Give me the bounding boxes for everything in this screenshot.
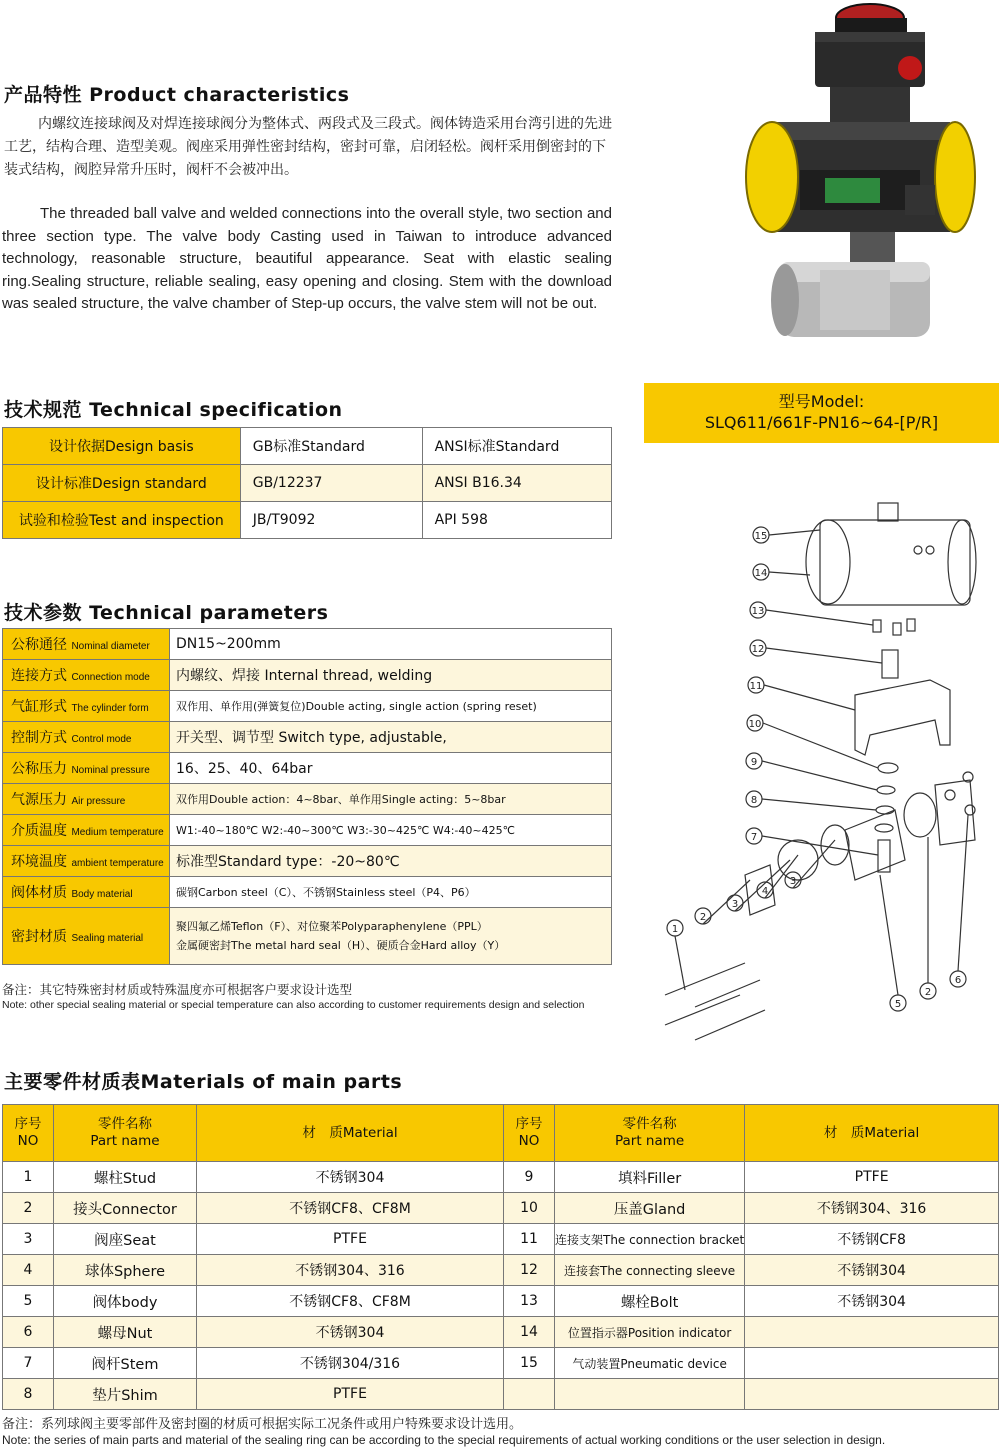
params-value: 开关型、调节型 Switch type, adjustable, xyxy=(170,722,612,753)
row-no: 7 xyxy=(3,1348,54,1379)
params-label xyxy=(3,722,170,753)
params-label-en: Sealing material xyxy=(71,933,144,944)
callout-12 xyxy=(750,640,882,663)
row-material: 不锈钢CF8 xyxy=(745,1224,999,1255)
params-row xyxy=(3,877,612,908)
callout-label: 2 xyxy=(699,912,707,923)
callout-label: 5 xyxy=(894,999,902,1010)
callout-label: 11 xyxy=(749,681,763,692)
params-label-cn: 密封材质 xyxy=(11,929,67,945)
header-no-cn: 序号 xyxy=(515,1116,543,1132)
row-material: 不锈钢CF8、CF8M xyxy=(197,1286,504,1317)
header-part-cn: 零件名称 xyxy=(98,1116,152,1132)
spec-label: 试验和检验Test and inspection xyxy=(3,502,241,539)
callout-label: 6 xyxy=(954,975,962,986)
callout-9 xyxy=(746,753,877,790)
header-material: 材 质Material xyxy=(745,1105,999,1162)
row-part: 填料Filler xyxy=(555,1162,745,1193)
callout-7 xyxy=(746,828,878,855)
callout-8 xyxy=(746,791,876,810)
header-part xyxy=(54,1105,197,1162)
params-value: DN15~200mm xyxy=(170,629,612,660)
params-row xyxy=(3,691,612,722)
params-row xyxy=(3,753,612,784)
row-part: 连接套The connecting sleeve xyxy=(555,1255,745,1286)
materials-header-row xyxy=(3,1105,999,1162)
exploded-diagram xyxy=(650,495,1000,1055)
params-label-cn: 气源压力 xyxy=(11,792,67,808)
row-part: 气动装置Pneumatic device xyxy=(555,1348,745,1379)
params-title: 技术参数 Technical parameters xyxy=(4,602,329,624)
materials-table xyxy=(2,1104,999,1410)
header-no xyxy=(3,1105,54,1162)
callout-2b xyxy=(920,837,936,999)
row-material: 不锈钢304/316 xyxy=(197,1348,504,1379)
params-value xyxy=(170,908,612,965)
params-value: 碳钢Carbon steel（C）、不锈钢Stainless steel（P4、P6） xyxy=(170,877,612,908)
params-table xyxy=(2,628,612,965)
header-part-cn: 零件名称 xyxy=(622,1116,677,1132)
params-label-cn: 环境温度 xyxy=(11,854,67,870)
materials-title: 主要零件材质表Materials of main parts xyxy=(4,1071,403,1093)
row-part: 阀杆Stem xyxy=(54,1348,197,1379)
params-label-cn: 控制方式 xyxy=(11,730,67,746)
callout-10 xyxy=(747,715,878,768)
header-no-cn: 序号 xyxy=(14,1116,42,1132)
materials-row xyxy=(3,1162,999,1193)
spec-row xyxy=(3,428,612,465)
header-part xyxy=(555,1105,745,1162)
params-row xyxy=(3,784,612,815)
row-no: 15 xyxy=(504,1348,555,1379)
row-part: 垫片Shim xyxy=(54,1379,197,1410)
row-material: PTFE xyxy=(197,1224,504,1255)
materials-row xyxy=(3,1348,999,1379)
row-material: 不锈钢304 xyxy=(745,1286,999,1317)
model-label: 型号Model: xyxy=(778,392,865,411)
row-no: 14 xyxy=(504,1317,555,1348)
row-no: 5 xyxy=(3,1286,54,1317)
spec-label: 设计依据Design basis xyxy=(3,428,241,465)
params-label-cn: 阀体材质 xyxy=(11,885,67,901)
row-part: 接头Connector xyxy=(54,1193,197,1224)
callout-label: 14 xyxy=(754,568,768,579)
params-value: 内螺纹、焊接 Internal thread, welding xyxy=(170,660,612,691)
params-label-en: Nominal diameter xyxy=(71,641,150,652)
spec-value: JB/T9092 xyxy=(240,502,422,539)
row-no xyxy=(504,1379,555,1410)
characteristics-en-paragraph: The threaded ball valve and welded connections into the overall style, two section and three section type. The valve body Casting used in Taiwan to introduce advanced technology, reasonable structure, beautiful appearance. Seat with elastic sealing ring.Sealing structure, reliable sealing, easy opening and closing. Stem with the download was sealed structure, the valve chamber of Step-up occurs, the valve stem will not be out. xyxy=(2,205,612,312)
row-part: 位置指示器Position indicator xyxy=(555,1317,745,1348)
row-part: 连接支架The connection bracket xyxy=(555,1224,745,1255)
characteristics-title: 产品特性 Product characteristics xyxy=(4,84,350,106)
params-label-en: Body material xyxy=(71,889,133,900)
spec-value: GB/12237 xyxy=(240,465,422,502)
params-value: W1:-40~180℃ W2:-40~300℃ W3:-30~425℃ W4:-40~425℃ xyxy=(170,815,612,846)
row-material: 不锈钢304、316 xyxy=(197,1255,504,1286)
row-part xyxy=(555,1379,745,1410)
params-label-cn: 介质温度 xyxy=(11,823,67,839)
materials-row xyxy=(3,1286,999,1317)
row-no: 4 xyxy=(3,1255,54,1286)
params-row xyxy=(3,722,612,753)
product-photo xyxy=(730,0,1000,370)
materials-row xyxy=(3,1317,999,1348)
row-no: 13 xyxy=(504,1286,555,1317)
params-label xyxy=(3,629,170,660)
characteristics-cn-paragraph: 内螺纹连接球阀及对焊连接球阀分为整体式、两段式及三段式。阀体铸造采用台湾引进的先进工艺，结构合理、造型美观。阀座采用弹性密封结构，密封可靠，启闭轻松。阀杆采用倒密封的下装式结构，阀腔异常升压时，阀杆不会被冲出。 xyxy=(4,116,612,178)
row-material: PTFE xyxy=(745,1162,999,1193)
spec-value: API 598 xyxy=(422,502,611,539)
row-no: 9 xyxy=(504,1162,555,1193)
callout-label: 4 xyxy=(761,886,769,897)
sleeve-drawing xyxy=(882,650,898,678)
params-label-en: Medium temperature xyxy=(71,827,164,838)
callout-label: 9 xyxy=(750,757,758,768)
spec-title: 技术规范 Technical specification xyxy=(4,399,343,421)
row-material: 不锈钢304 xyxy=(745,1255,999,1286)
params-label-cn: 气缸形式 xyxy=(11,699,67,715)
params-label-en: Air pressure xyxy=(71,796,126,807)
params-note-en: Note: other special sealing material or special temperature can also according to customer requirements design and selection xyxy=(2,999,585,1011)
callout-label: 1 xyxy=(671,924,679,935)
params-label xyxy=(3,908,170,965)
bolt-drawing xyxy=(873,619,915,635)
params-label-en: Nominal pressure xyxy=(71,765,150,776)
row-material xyxy=(745,1317,999,1348)
row-no: 2 xyxy=(3,1193,54,1224)
spec-row xyxy=(3,465,612,502)
header-material: 材 质Material xyxy=(197,1105,504,1162)
params-label xyxy=(3,784,170,815)
actuator-drawing xyxy=(806,503,976,605)
materials-row xyxy=(3,1379,999,1410)
params-label-en: Control mode xyxy=(71,734,132,745)
params-row xyxy=(3,815,612,846)
stud-drawing xyxy=(665,963,765,1040)
gland-drawing xyxy=(878,763,898,773)
bracket-drawing xyxy=(855,680,950,755)
params-label-cn: 公称通径 xyxy=(11,637,67,653)
params-label xyxy=(3,660,170,691)
row-part: 螺母Nut xyxy=(54,1317,197,1348)
header-part-en: Part name xyxy=(614,1133,685,1149)
ring-drawing xyxy=(875,824,893,832)
materials-row xyxy=(3,1193,999,1224)
spec-value: GB标准Standard xyxy=(240,428,422,465)
ring-drawing xyxy=(876,806,894,814)
row-no: 8 xyxy=(3,1379,54,1410)
params-label xyxy=(3,815,170,846)
params-value: 16、25、40、64bar xyxy=(170,753,612,784)
row-material xyxy=(745,1379,999,1410)
params-row xyxy=(3,846,612,877)
params-value: 双作用Double action：4~8bar、单作用Single acting：5~8bar xyxy=(170,784,612,815)
params-label-cn: 连接方式 xyxy=(11,668,67,684)
params-label xyxy=(3,846,170,877)
row-no: 10 xyxy=(504,1193,555,1224)
callout-label: 3 xyxy=(731,899,739,910)
row-material xyxy=(745,1348,999,1379)
params-label xyxy=(3,877,170,908)
callout-label: 3 xyxy=(789,876,797,887)
callout-label: 7 xyxy=(750,832,758,843)
row-part: 阀座Seat xyxy=(54,1224,197,1255)
header-no xyxy=(504,1105,555,1162)
model-box xyxy=(644,383,999,443)
row-material: PTFE xyxy=(197,1379,504,1410)
row-part: 阀体body xyxy=(54,1286,197,1317)
spec-label: 设计标准Design standard xyxy=(3,465,241,502)
row-material: 不锈钢304、316 xyxy=(745,1193,999,1224)
params-label-en: The cylinder form xyxy=(71,703,149,714)
params-row xyxy=(3,908,612,965)
spec-table xyxy=(2,427,612,539)
row-material: 不锈钢304 xyxy=(197,1317,504,1348)
params-value-line: 聚四氟乙烯Teflon（F）、对位聚苯Polyparaphenylene（PPL） xyxy=(176,920,488,933)
params-row xyxy=(3,660,612,691)
row-no: 6 xyxy=(3,1317,54,1348)
row-part: 螺柱Stud xyxy=(54,1162,197,1193)
spec-value: ANSI标准Standard xyxy=(422,428,611,465)
spec-value: ANSI B16.34 xyxy=(422,465,611,502)
params-label xyxy=(3,691,170,722)
params-note-cn: 备注：其它特殊密封材质或特殊温度亦可根据客户要求设计选型 xyxy=(2,982,353,997)
ring-drawing xyxy=(877,786,895,794)
callout-label: 12 xyxy=(751,644,765,655)
callout-label: 15 xyxy=(754,531,768,542)
materials-note-en: Note: the series of main parts and material of the sealing ring can be according to the special requirements of actual working conditions or the user selection in design. xyxy=(2,1433,886,1447)
params-label-en: Connection mode xyxy=(71,672,150,683)
header-no-en: NO xyxy=(17,1133,39,1149)
header-part-en: Part name xyxy=(90,1133,160,1149)
row-no: 12 xyxy=(504,1255,555,1286)
row-no: 1 xyxy=(3,1162,54,1193)
row-part: 螺栓Bolt xyxy=(555,1286,745,1317)
materials-row xyxy=(3,1224,999,1255)
materials-row xyxy=(3,1255,999,1286)
callout-label: 2 xyxy=(924,987,932,998)
params-value: 双作用、单作用(弹簧复位)Double acting, single action (spring reset) xyxy=(170,691,612,722)
row-part: 压盖Gland xyxy=(555,1193,745,1224)
spec-row xyxy=(3,502,612,539)
params-row xyxy=(3,629,612,660)
params-value-line: 金属硬密封The metal hard seal（H）、硬质合金Hard alloy（Y） xyxy=(176,939,506,952)
row-material: 不锈钢304 xyxy=(197,1162,504,1193)
nut-drawing xyxy=(945,772,975,815)
callout-11 xyxy=(748,677,855,710)
callout-label: 10 xyxy=(748,719,762,730)
params-label xyxy=(3,753,170,784)
materials-note-cn: 备注：系列球阀主要零部件及密封圈的材质可根据实际工况条件或用户特殊要求设计选用。 xyxy=(2,1417,523,1432)
row-no: 11 xyxy=(504,1224,555,1255)
model-value: SLQ611/661F-PN16~64-[P/R] xyxy=(704,413,939,432)
callout-label: 8 xyxy=(750,795,758,806)
callout-5 xyxy=(880,875,906,1011)
params-label-en: ambient temperature xyxy=(71,858,164,869)
params-value: 标准型Standard type：-20~80℃ xyxy=(170,846,612,877)
header-no-en: NO xyxy=(518,1133,540,1149)
params-label-cn: 公称压力 xyxy=(11,761,67,777)
callout-label: 13 xyxy=(751,606,765,617)
row-part: 球体Sphere xyxy=(54,1255,197,1286)
row-no: 3 xyxy=(3,1224,54,1255)
row-material: 不锈钢CF8、CF8M xyxy=(197,1193,504,1224)
